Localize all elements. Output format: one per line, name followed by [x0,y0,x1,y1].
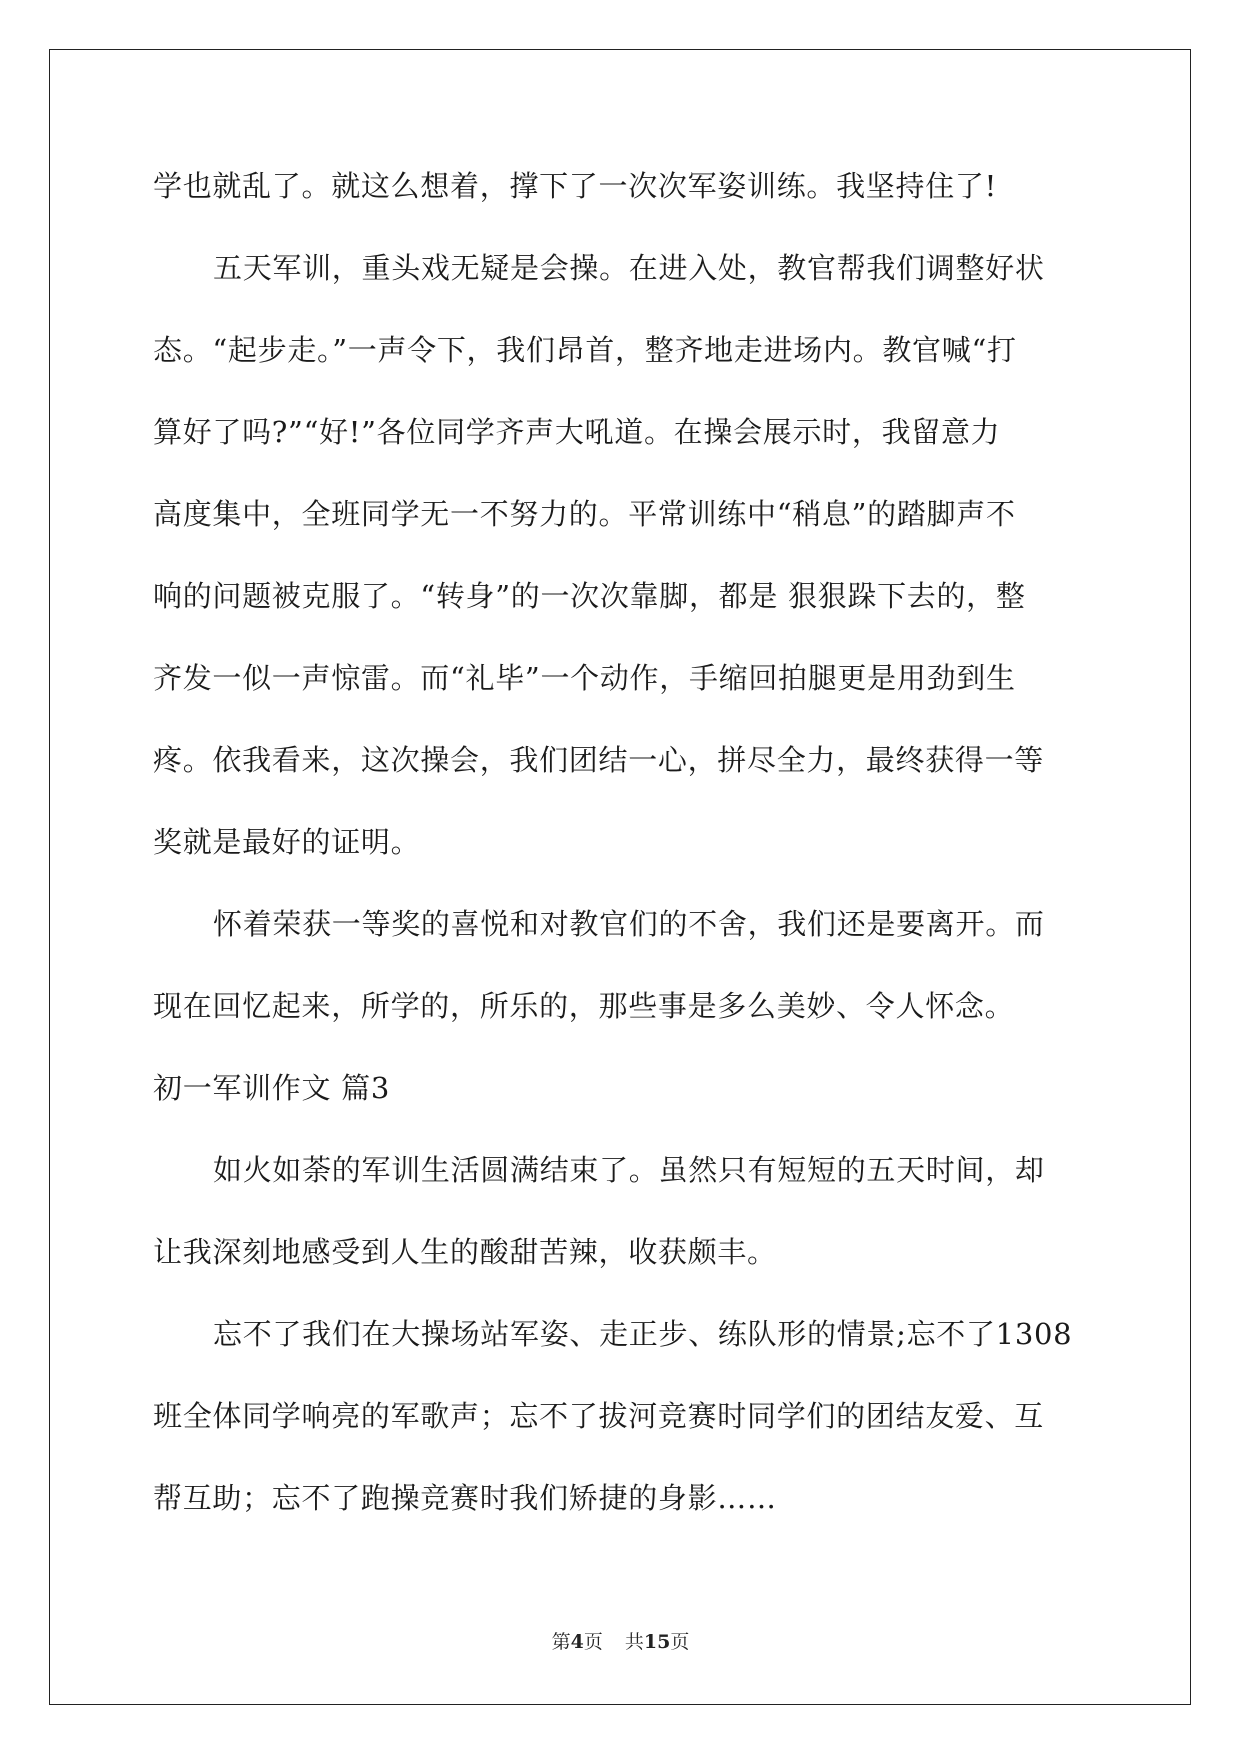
text-line: 疼。依我看来，这次操会，我们团结一心，拼尽全力，最终获得一等 [153,743,1045,777]
page-suffix: 页 [583,1631,603,1653]
total-suffix: 页 [670,1631,690,1653]
document-body [153,160,1088,1554]
text-line: 奖就是最好的证明。 [153,825,421,859]
text-line: 班全体同学响亮的军歌声；忘不了拔河竞赛时同学们的团结友爱、互 [153,1399,1045,1433]
text-line: 忘不了我们在大操场站军姿、走正步、练队形的情景;忘不了1308 [213,1317,1073,1351]
text-line: 怀着荣获一等奖的喜悦和对教官们的不舍，我们还是要离开。而 [213,907,1045,941]
text-line: 高度集中，全班同学无一不努力的。平常训练中“稍息”的踏脚声不 [153,497,1016,531]
text-line: 齐发一似一声惊雷。而“礼毕”一个动作，手缩回拍腿更是用劲到生 [153,661,1016,695]
text-line: 现在回忆起来，所学的，所乐的，那些事是多么美妙、令人怀念。 [153,989,1015,1023]
text-line: 五天军训，重头戏无疑是会操。在进入处，教官帮我们调整好状 [213,251,1045,285]
text-line: 态。“起步走。”一声令下，我们昂首，整齐地走进场内。教官喊“打 [153,333,1017,367]
page-current: 4 [570,1631,584,1653]
total-prefix: 共 [624,1631,644,1653]
text-line: 响的问题被克服了。“转身”的一次次靠脚，都是 狠狠跺下去的，整 [153,579,1026,613]
page-footer [0,1627,1241,1654]
text-line: 帮互助；忘不了跑操竞赛时我们矫捷的身影…… [153,1481,777,1515]
text-line: 学也就乱了。就这么想着，撑下了一次次军姿训练。我坚持住了! [153,169,997,203]
text-line: 算好了吗?”“好!”各位同学齐声大吼道。在操会展示时，我留意力 [153,415,1001,449]
text-line: 如火如荼的军训生活圆满结束了。虽然只有短短的五天时间，却 [213,1153,1045,1187]
text-line: 让我深刻地感受到人生的酸甜苦辣，收获颇丰。 [153,1235,777,1269]
page-total: 15 [643,1631,671,1653]
page-prefix: 第 [551,1631,571,1653]
section-heading: 初一军训作文 篇3 [153,1071,390,1105]
